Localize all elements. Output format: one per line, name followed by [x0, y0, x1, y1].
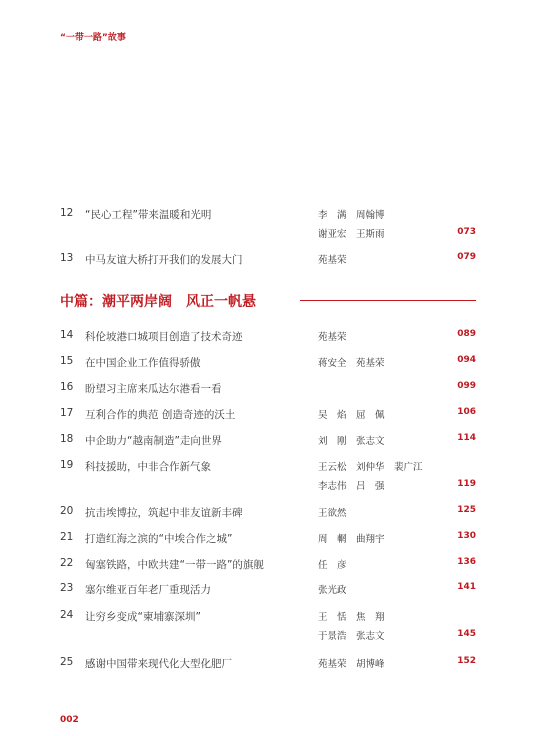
entry-title: 中马友谊大桥打开我们的发展大门	[85, 254, 243, 266]
entry-page-number: 106	[457, 407, 476, 417]
running-head: “一带一路”故事	[60, 33, 126, 43]
entry-page-number: 145	[457, 629, 476, 639]
entry-author-line: 苑基荣	[318, 332, 347, 343]
entry-title: 匈塞铁路，中欧共建“一带一路”的旗舰	[85, 559, 264, 571]
entry-title: 感谢中国带来现代化大型化肥厂	[85, 658, 232, 670]
entry-title: 科技援助，中非合作新气象	[85, 461, 211, 473]
entry-title: 塞尔维亚百年老厂重现活力	[85, 584, 211, 596]
entry-number: 21	[60, 531, 74, 543]
page-number: 002	[60, 715, 79, 725]
entry-page-number: 079	[457, 252, 476, 262]
entry-number: 22	[60, 557, 74, 569]
entry-page-number: 130	[457, 531, 476, 541]
table-of-contents	[60, 0, 476, 736]
section-heading: 中篇：潮平两岸阔 风正一帆悬	[60, 294, 256, 310]
entry-page-number: 073	[457, 227, 476, 237]
entry-title: 科伦坡港口城项目创造了技术奇迹	[85, 331, 243, 343]
entry-page-number: 152	[457, 656, 476, 666]
entry-title: 让穷乡变成“柬埔寨深圳”	[85, 611, 201, 623]
entry-title: 盼望习主席来瓜达尔港看一看	[85, 383, 222, 395]
entry-page-number: 141	[457, 582, 476, 592]
entry-author-line: 刘 刚 张志文	[318, 436, 385, 447]
entry-author-line: 王云松 刘仲华 裴广江	[318, 462, 423, 473]
entry-number: 19	[60, 459, 74, 471]
entry-title: “民心工程”带来温暖和光明	[85, 209, 212, 221]
entry-title: 抗击埃博拉，筑起中非友谊新丰碑	[85, 507, 243, 519]
section-divider	[300, 300, 476, 301]
entry-number: 17	[60, 407, 74, 419]
entry-author-line: 周 輞 曲翔宇	[318, 534, 385, 545]
entry-number: 16	[60, 381, 74, 393]
entry-page-number: 089	[457, 329, 476, 339]
entry-number: 23	[60, 582, 74, 594]
entry-number: 15	[60, 355, 74, 367]
entry-author-line: 王 恬 焦 翔	[318, 612, 385, 623]
entry-page-number: 119	[457, 479, 476, 489]
entry-author-line: 任 彦	[318, 560, 347, 571]
entry-author-line: 吴 焰 屈 佩	[318, 410, 385, 421]
entry-author-line: 蒋安全 苑基荣	[318, 358, 385, 369]
entry-number: 18	[60, 433, 74, 445]
entry-number: 12	[60, 207, 74, 219]
entry-author-line: 王欲然	[318, 508, 347, 519]
entry-author-line: 谢亚宏 王斯雨	[318, 229, 385, 240]
entry-title: 中企助力“越南制造”走向世界	[85, 435, 222, 447]
entry-number: 24	[60, 609, 74, 621]
entry-author-line: 李 满 周翰博	[318, 210, 385, 221]
entry-page-number: 094	[457, 355, 476, 365]
entry-author-line: 苑基荣 胡博峰	[318, 659, 385, 670]
entry-title: 打造红海之滨的“中埃合作之城”	[85, 533, 233, 545]
entry-page-number: 125	[457, 505, 476, 515]
entry-author-line: 于景浩 张志文	[318, 631, 385, 642]
entry-author-line: 张光政	[318, 585, 347, 596]
entry-number: 14	[60, 329, 74, 341]
entry-number: 13	[60, 252, 74, 264]
entry-page-number: 114	[457, 433, 476, 443]
entry-author-line: 苑基荣	[318, 255, 347, 266]
entry-number: 25	[60, 656, 74, 668]
entry-page-number: 136	[457, 557, 476, 567]
entry-title: 在中国企业工作值得骄傲	[85, 357, 201, 369]
entry-number: 20	[60, 505, 74, 517]
entry-page-number: 099	[457, 381, 476, 391]
entry-title: 互利合作的典范 创造奇迹的沃土	[85, 409, 236, 421]
entry-author-line: 李志伟 吕 强	[318, 481, 385, 492]
